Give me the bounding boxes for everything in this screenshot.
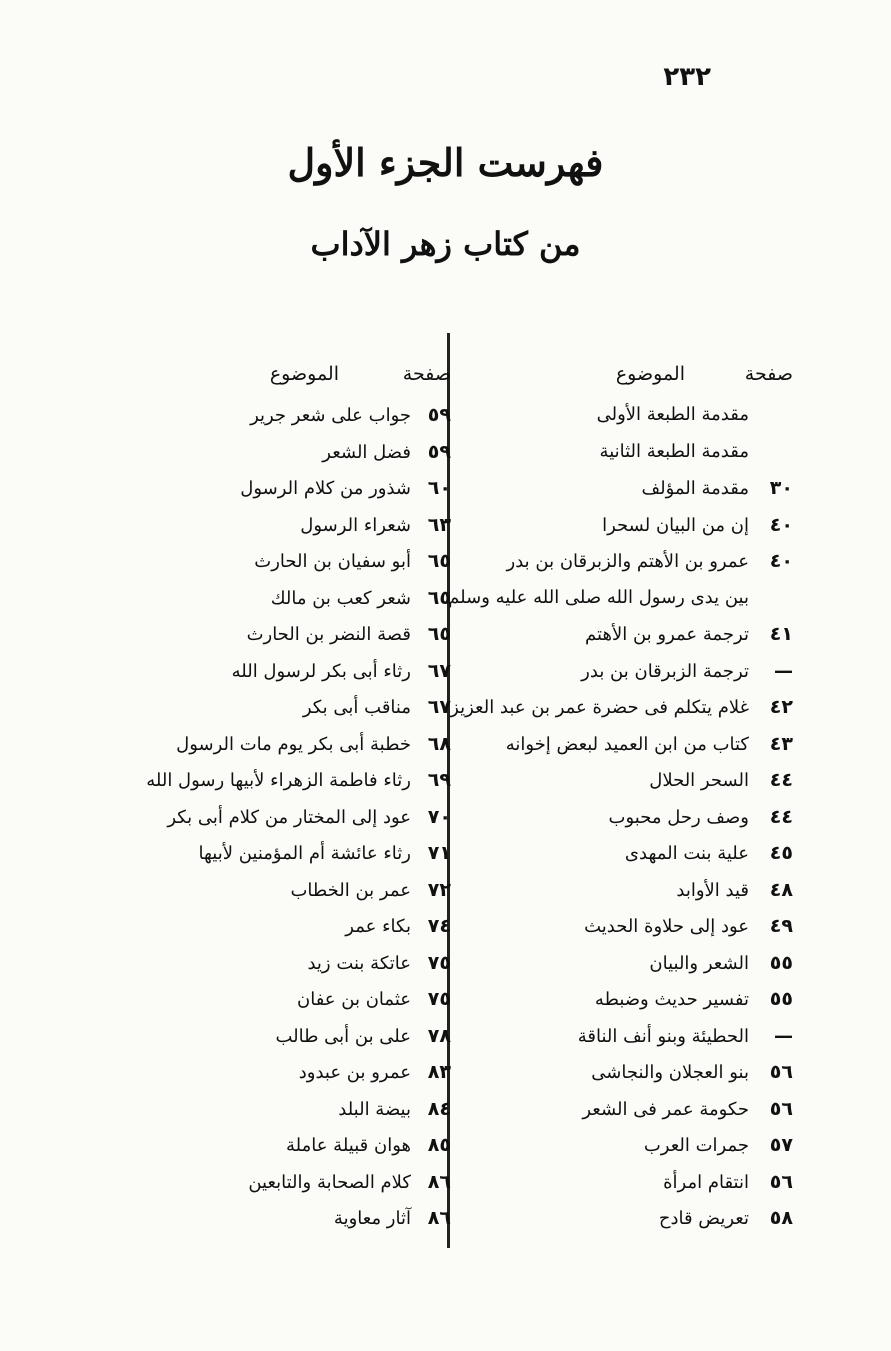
toc-entry	[458, 952, 793, 989]
toc-entry	[450, 696, 793, 733]
entry-page-number: ٦٩	[427, 769, 451, 791]
entry-topic: خطبة أبى بكر يوم مات الرسول	[176, 733, 411, 755]
toc-entry	[161, 1171, 451, 1208]
entry-page-number: ٥٨	[769, 1207, 793, 1229]
entry-page-number: ٥٩	[427, 440, 451, 463]
entry-topic: جمرات العرب	[643, 1135, 749, 1156]
entry-page-number: ٨٤	[427, 1097, 451, 1120]
toc-entry	[458, 1207, 793, 1244]
entry-topic: أبو سفيان بن الحارث	[254, 551, 411, 572]
toc-entry	[161, 842, 451, 879]
entry-topic: مقدمة الطبعة الأولى	[596, 404, 749, 425]
entry-topic: مناقب أبى بكر	[302, 697, 411, 718]
toc-entry	[458, 733, 793, 770]
entry-topic: بيضة البلد	[338, 1098, 411, 1120]
toc-entry	[458, 988, 793, 1025]
toc-entry	[161, 587, 451, 624]
entry-page-number: ٥٧	[769, 1134, 793, 1156]
entry-topic: على بن أبى طالب	[275, 1025, 411, 1047]
toc-entry	[161, 952, 451, 989]
toc-entry	[161, 1098, 451, 1135]
entry-page-number: ٣٠	[769, 477, 793, 499]
toc-entry	[458, 550, 793, 587]
entry-topic: عود إلى المختار من كلام أبى بكر	[167, 806, 411, 828]
toc-entry	[146, 769, 451, 806]
topic-header-label: الموضوع	[269, 363, 339, 385]
entry-page-number: ٥٦	[769, 1097, 793, 1120]
entry-page-number: ٤٤	[769, 805, 793, 828]
toc-entry	[161, 988, 451, 1025]
toc-entry	[161, 550, 451, 587]
toc-entry	[458, 441, 793, 478]
entry-topic: هوان قبيلة عاملة	[285, 1135, 411, 1156]
entry-page-number: ٦٧	[427, 659, 451, 682]
right-column-header	[458, 352, 793, 396]
entry-topic: غلام يتكلم فى حضرة عمر بن عبد العزيز	[450, 697, 749, 718]
entry-topic: انتقام امرأة	[663, 1171, 749, 1193]
entry-topic: الحطيئة وبنو أنف الناقة	[577, 1025, 749, 1047]
entry-topic: تفسير حديث وضبطه	[594, 989, 749, 1010]
toc-entry	[458, 1098, 793, 1135]
toc-entry	[458, 660, 793, 697]
toc-entry	[161, 879, 451, 916]
toc-entry	[458, 1134, 793, 1171]
entry-topic: علية بنت المهدى	[624, 843, 749, 864]
toc-entry	[161, 915, 451, 952]
entry-topic: رثاء أبى بكر لرسول الله	[231, 660, 411, 682]
toc-entry	[161, 1207, 451, 1244]
entry-page-number: ٥٦	[769, 1170, 793, 1193]
entry-page-number: ٦٥	[427, 623, 451, 645]
entry-topic: مقدمة الطبعة الثانية	[599, 440, 749, 462]
entry-topic: عاتكة بنت زيد	[307, 952, 411, 974]
toc-entry	[161, 623, 451, 660]
entry-page-number: ٧٤	[427, 915, 451, 937]
toc-entry	[161, 477, 451, 514]
entry-page-number: ٤١	[769, 623, 793, 645]
entry-topic: وصف رحل محبوب	[608, 806, 749, 828]
toc-entry	[458, 1025, 793, 1062]
toc-entry	[458, 842, 793, 879]
entry-topic: رثاء فاطمة الزهراء لأبيها رسول الله	[146, 770, 411, 791]
toc-entry	[458, 1061, 793, 1098]
entry-topic: الشعر والبيان	[649, 952, 749, 974]
page-subtitle: من كتاب زهر الآداب	[310, 225, 581, 263]
entry-page-number: ٨٣	[427, 1061, 451, 1083]
toc-entry	[458, 806, 793, 843]
toc-entry	[458, 514, 793, 551]
entry-topic: شعر كعب بن مالك	[270, 587, 411, 609]
toc-entry	[458, 879, 793, 916]
entry-page-number: ٧١	[427, 842, 451, 864]
entry-page-number: ٨٥	[427, 1134, 451, 1156]
entry-topic: ترجمة الزبرقان بن بدر	[581, 660, 749, 682]
entry-page-number: ٦٥	[427, 550, 451, 572]
entry-topic: عمرو بن الأهتم والزبرقان بن بدر	[506, 551, 749, 572]
entry-page-number: ٦٣	[427, 513, 451, 536]
entry-page-number: ٥٥	[769, 988, 793, 1010]
toc-entry	[458, 1171, 793, 1208]
entry-topic: ترجمة عمرو بن الأهتم	[585, 624, 749, 645]
entry-page-number: ٥٥	[769, 951, 793, 974]
entry-topic: قيد الأوابد	[676, 879, 749, 901]
entry-page-number: ٤٠	[769, 513, 793, 536]
left-column	[146, 352, 451, 1244]
entry-page-number: ٧٥	[427, 988, 451, 1010]
entry-page-number: ٨٦	[427, 1170, 451, 1193]
entry-topic: كتاب من ابن العميد لبعض إخوانه	[505, 733, 749, 755]
entry-page-number: ٤٢	[769, 696, 793, 718]
toc-entry	[458, 477, 793, 514]
entry-page-number: ٤٥	[769, 842, 793, 864]
toc-entry	[458, 623, 793, 660]
entry-topic: بنو العجلان والنجاشى	[591, 1062, 749, 1083]
entry-topic: حكومة عمر فى الشعر	[582, 1098, 749, 1120]
entry-page-number: ٥٦	[769, 1061, 793, 1083]
entry-topic: مقدمة المؤلف	[641, 478, 749, 499]
toc-entry	[458, 404, 793, 441]
entry-topic: بكاء عمر	[345, 916, 411, 937]
page-number: ٢٣٢	[663, 62, 711, 92]
entry-page-number: ٧٠	[427, 805, 451, 828]
entry-topic: شعراء الرسول	[300, 514, 411, 536]
toc-entry	[161, 514, 451, 551]
entry-page-number: ٤٤	[769, 769, 793, 791]
page-header-label: صفحة	[744, 363, 793, 385]
entry-page-number: —	[774, 1024, 793, 1047]
right-column	[448, 352, 793, 1244]
page-header-label: صفحة	[402, 363, 451, 385]
entry-topic: عمرو بن عبدود	[298, 1062, 411, 1083]
entry-page-number: ٨٦	[427, 1207, 451, 1229]
toc-entry	[161, 806, 451, 843]
toc-entry	[161, 733, 451, 770]
entry-topic: عثمان بن عفان	[297, 989, 411, 1010]
entry-page-number: ٧٥	[427, 951, 451, 974]
entry-page-number: ٤٨	[769, 878, 793, 901]
entry-page-number: —	[774, 659, 793, 682]
toc-entry	[161, 1025, 451, 1062]
topic-header-label: الموضوع	[615, 363, 685, 385]
toc-entry	[161, 660, 451, 697]
entry-topic: آثار معاوية	[333, 1208, 411, 1229]
entry-page-number: ٦٥	[427, 586, 451, 609]
entry-topic: تعريض قادح	[658, 1208, 749, 1229]
entry-page-number: ٥٩	[427, 404, 451, 426]
entry-topic: شذور من كلام الرسول	[240, 478, 411, 499]
entry-page-number: ٤٩	[769, 915, 793, 937]
entry-topic: قصة النضر بن الحارث	[246, 624, 411, 645]
toc-entry	[161, 1134, 451, 1171]
entry-topic: جواب على شعر جرير	[250, 405, 411, 426]
toc-entry	[161, 404, 451, 441]
toc-entry	[458, 769, 793, 806]
entry-page-number: ٤٠	[769, 550, 793, 572]
right-entries-list	[448, 404, 793, 1244]
toc-entry	[161, 696, 451, 733]
entry-page-number: ٦٨	[427, 732, 451, 755]
left-column-header	[161, 352, 451, 396]
entry-topic: كلام الصحابة والتابعين	[248, 1171, 411, 1193]
entry-page-number: ٦٠	[427, 477, 451, 499]
page-title: فهرست الجزء الأول	[287, 140, 604, 185]
entry-page-number: ٧٨	[427, 1024, 451, 1047]
toc-entry	[458, 915, 793, 952]
entry-page-number: ٧٢	[427, 878, 451, 901]
toc-entry	[161, 1061, 451, 1098]
entry-topic: فضل الشعر	[322, 441, 411, 463]
entry-page-number: ٦٧	[427, 696, 451, 718]
entry-topic: عود إلى حلاوة الحديث	[584, 916, 749, 937]
entry-page-number: ٤٣	[769, 732, 793, 755]
toc-entry	[161, 441, 451, 478]
entry-topic: عمر بن الخطاب	[290, 879, 411, 901]
entry-topic: السحر الحلال	[649, 770, 749, 791]
entry-topic: إن من البيان لسحرا	[602, 514, 749, 536]
entry-topic: رثاء عائشة أم المؤمنين لأبيها	[198, 843, 411, 864]
left-entries-list	[146, 404, 451, 1244]
entry-topic: بين يدى رسول الله صلى الله عليه وسلم	[448, 586, 749, 608]
toc-entry	[448, 586, 793, 624]
